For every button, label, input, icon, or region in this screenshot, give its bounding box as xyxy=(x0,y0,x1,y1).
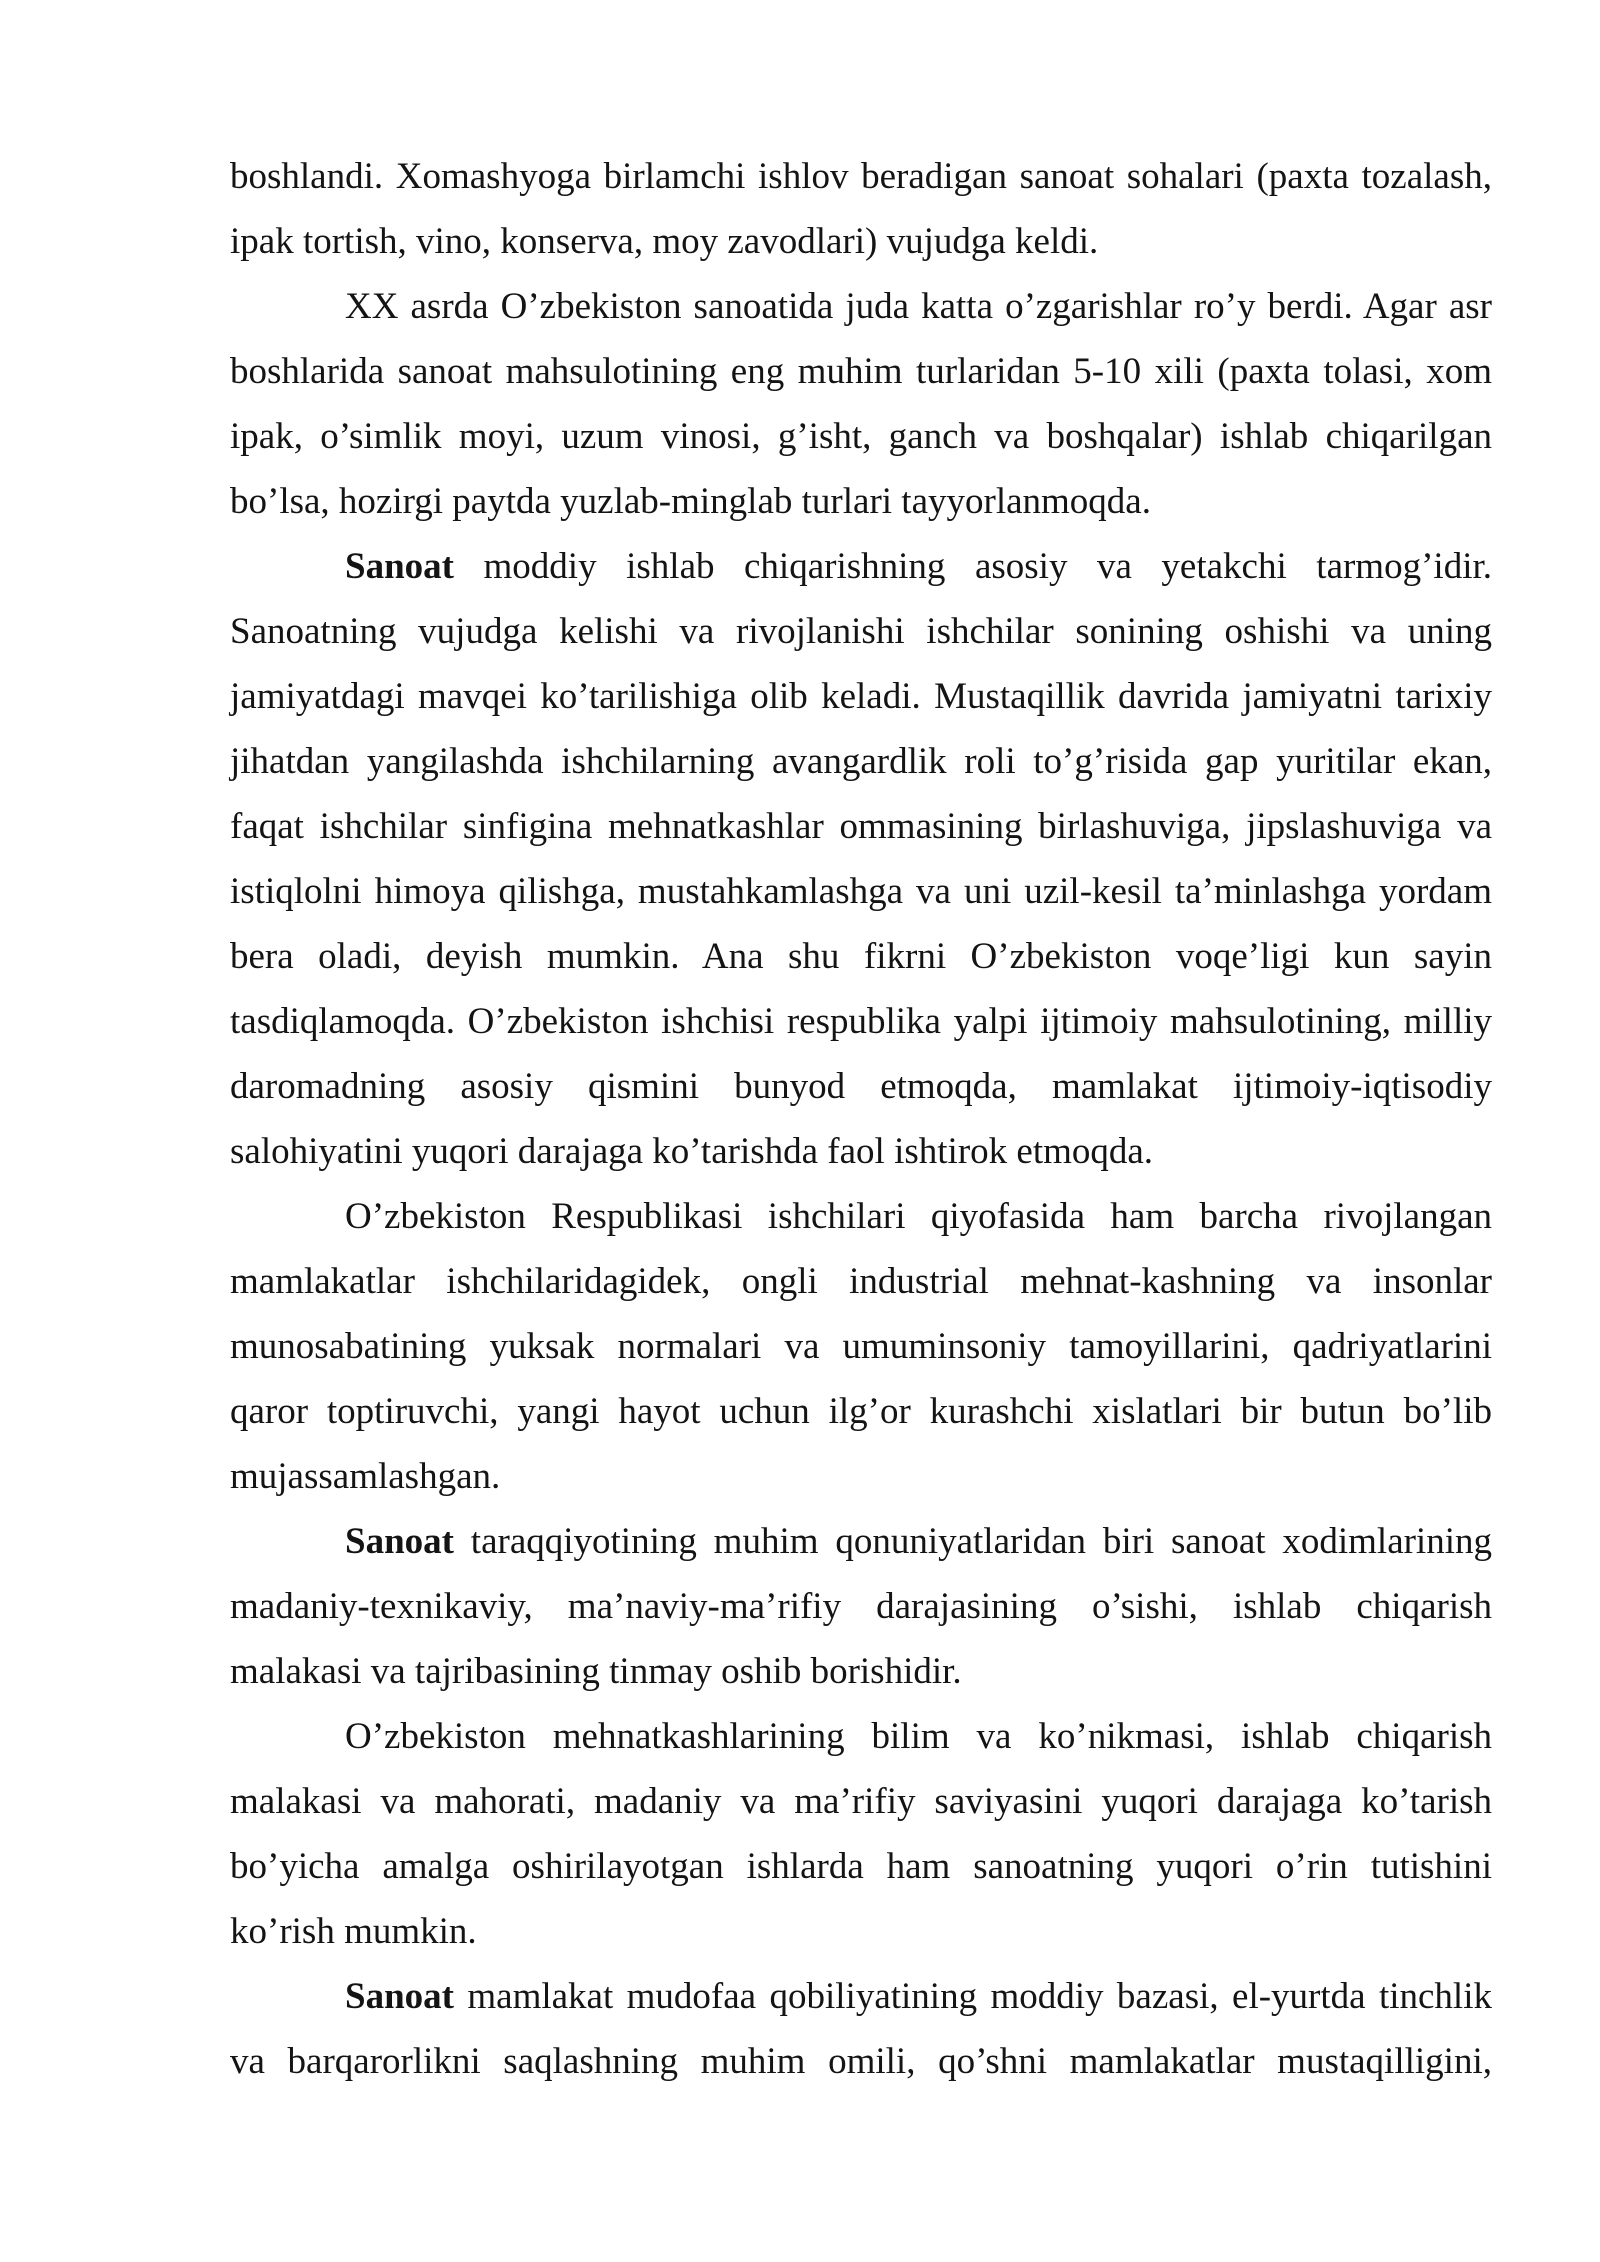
text-line xyxy=(230,1964,1492,2029)
text-line: daromadning asosiy qismini bunyod etmoqda, mamlakat ijtimoiy-iqtisodiy xyxy=(230,1066,1492,1107)
text-line: ipak tortish, vino, konserva, moy zavodlari) vujudga keldi. xyxy=(230,221,1099,262)
text-line xyxy=(230,1509,1492,1574)
text-line: va barqarorlikni saqlashning muhim omili, qo’shni mamlakatlar mustaqilligini, xyxy=(230,2041,1492,2082)
text-line: qaror toptiruvchi, yangi hayot uchun ilg’or kurashchi xislatlari bir butun bo’lib xyxy=(230,1391,1492,1432)
paragraph xyxy=(230,534,1492,1184)
text-line: munosabatining yuksak normalari va umuminsoniy tamoyillarini, qadriyatlarini xyxy=(230,1326,1492,1367)
text-line: jihatdan yangilashda ishchilarning avangardlik roli to’g’risida gap yuritilar ekan, xyxy=(230,741,1492,782)
bold-term: Sanoat xyxy=(345,1521,454,1562)
text-line: ipak, o’simlik moyi, uzum vinosi, g’isht, ganch va boshqalar) ishlab chiqarilgan xyxy=(230,416,1492,457)
text-line: bera oladi, deyish mumkin. Ana shu fikrni O’zbekiston voqe’ligi kun sayin xyxy=(230,936,1492,977)
text-line: salohiyatini yuqori darajaga ko’tarishda faol ishtirok etmoqda. xyxy=(230,1131,1154,1172)
text-line: faqat ishchilar sinfigina mehnatkashlar ommasining birlashuviga, jipslashuviga va xyxy=(230,806,1492,847)
bold-term: Sanoat xyxy=(345,546,454,587)
line-text: taraqqiyotining muhim qonuniyatlaridan biri sanoat xodimlarining xyxy=(470,1521,1492,1562)
text-line: malakasi va tajribasining tinmay oshib borishidir. xyxy=(230,1651,962,1692)
paragraph xyxy=(230,1184,1492,1509)
paragraph xyxy=(230,144,1492,274)
text-line: mujassamlashgan. xyxy=(230,1456,501,1497)
text-line: boshlarida sanoat mahsulotining eng muhim turlaridan 5-10 xili (paxta tolasi, xom xyxy=(230,351,1492,392)
text-line: O’zbekiston Respublikasi ishchilari qiyofasida ham barcha rivojlangan xyxy=(345,1196,1492,1237)
text-line: ko’rish mumkin. xyxy=(230,1911,477,1952)
text-line: jamiyatdagi mavqei ko’tarilishiga olib keladi. Mustaqillik davrida jamiyatni tarixiy xyxy=(230,676,1492,717)
text-line: mamlakatlar ishchilaridagidek, ongli industrial mehnat-kashning va insonlar xyxy=(230,1261,1492,1302)
document-page xyxy=(230,144,1492,2094)
text-line: bo’lsa, hozirgi paytda yuzlab-minglab turlari tayyorlanmoqda. xyxy=(230,481,1151,522)
paragraph xyxy=(230,1509,1492,1704)
text-line: Sanoatning vujudga kelishi va rivojlanishi ishchilar sonining oshishi va uning xyxy=(230,611,1492,652)
paragraph xyxy=(230,274,1492,534)
text-line: boshlandi. Xomashyoga birlamchi ishlov beradigan sanoat sohalari (paxta tozalash, xyxy=(230,156,1492,197)
text-line: XX asrda O’zbekiston sanoatida juda katta o’zgarishlar ro’y berdi. Agar asr xyxy=(345,286,1492,327)
text-line: istiqlolni himoya qilishga, mustahkamlashga va uni uzil-kesil ta’minlashga yordam xyxy=(230,871,1492,912)
line-text: mamlakat mudofaa qobiliyatining moddiy bazasi, el-yurtda tinchlik xyxy=(467,1976,1492,2017)
bold-term: Sanoat xyxy=(345,1976,454,2017)
text-line: malakasi va mahorati, madaniy va ma’rifiy saviyasini yuqori darajaga ko’tarish xyxy=(230,1781,1492,1822)
text-line: madaniy-texnikaviy, ma’naviy-ma’rifiy darajasining o’sishi, ishlab chiqarish xyxy=(230,1586,1492,1627)
text-line xyxy=(230,534,1492,599)
paragraph xyxy=(230,1704,1492,1964)
line-text: moddiy ishlab chiqarishning asosiy va yetakchi tarmog’idir. xyxy=(483,546,1492,587)
paragraph xyxy=(230,1964,1492,2094)
text-line: tasdiqlamoqda. O’zbekiston ishchisi respublika yalpi ijtimoiy mahsulotining, milliy xyxy=(230,1001,1492,1042)
text-line: O’zbekiston mehnatkashlarining bilim va ko’nikmasi, ishlab chiqarish xyxy=(345,1716,1492,1757)
text-line: bo’yicha amalga oshirilayotgan ishlarda ham sanoatning yuqori o’rin tutishini xyxy=(230,1846,1492,1887)
